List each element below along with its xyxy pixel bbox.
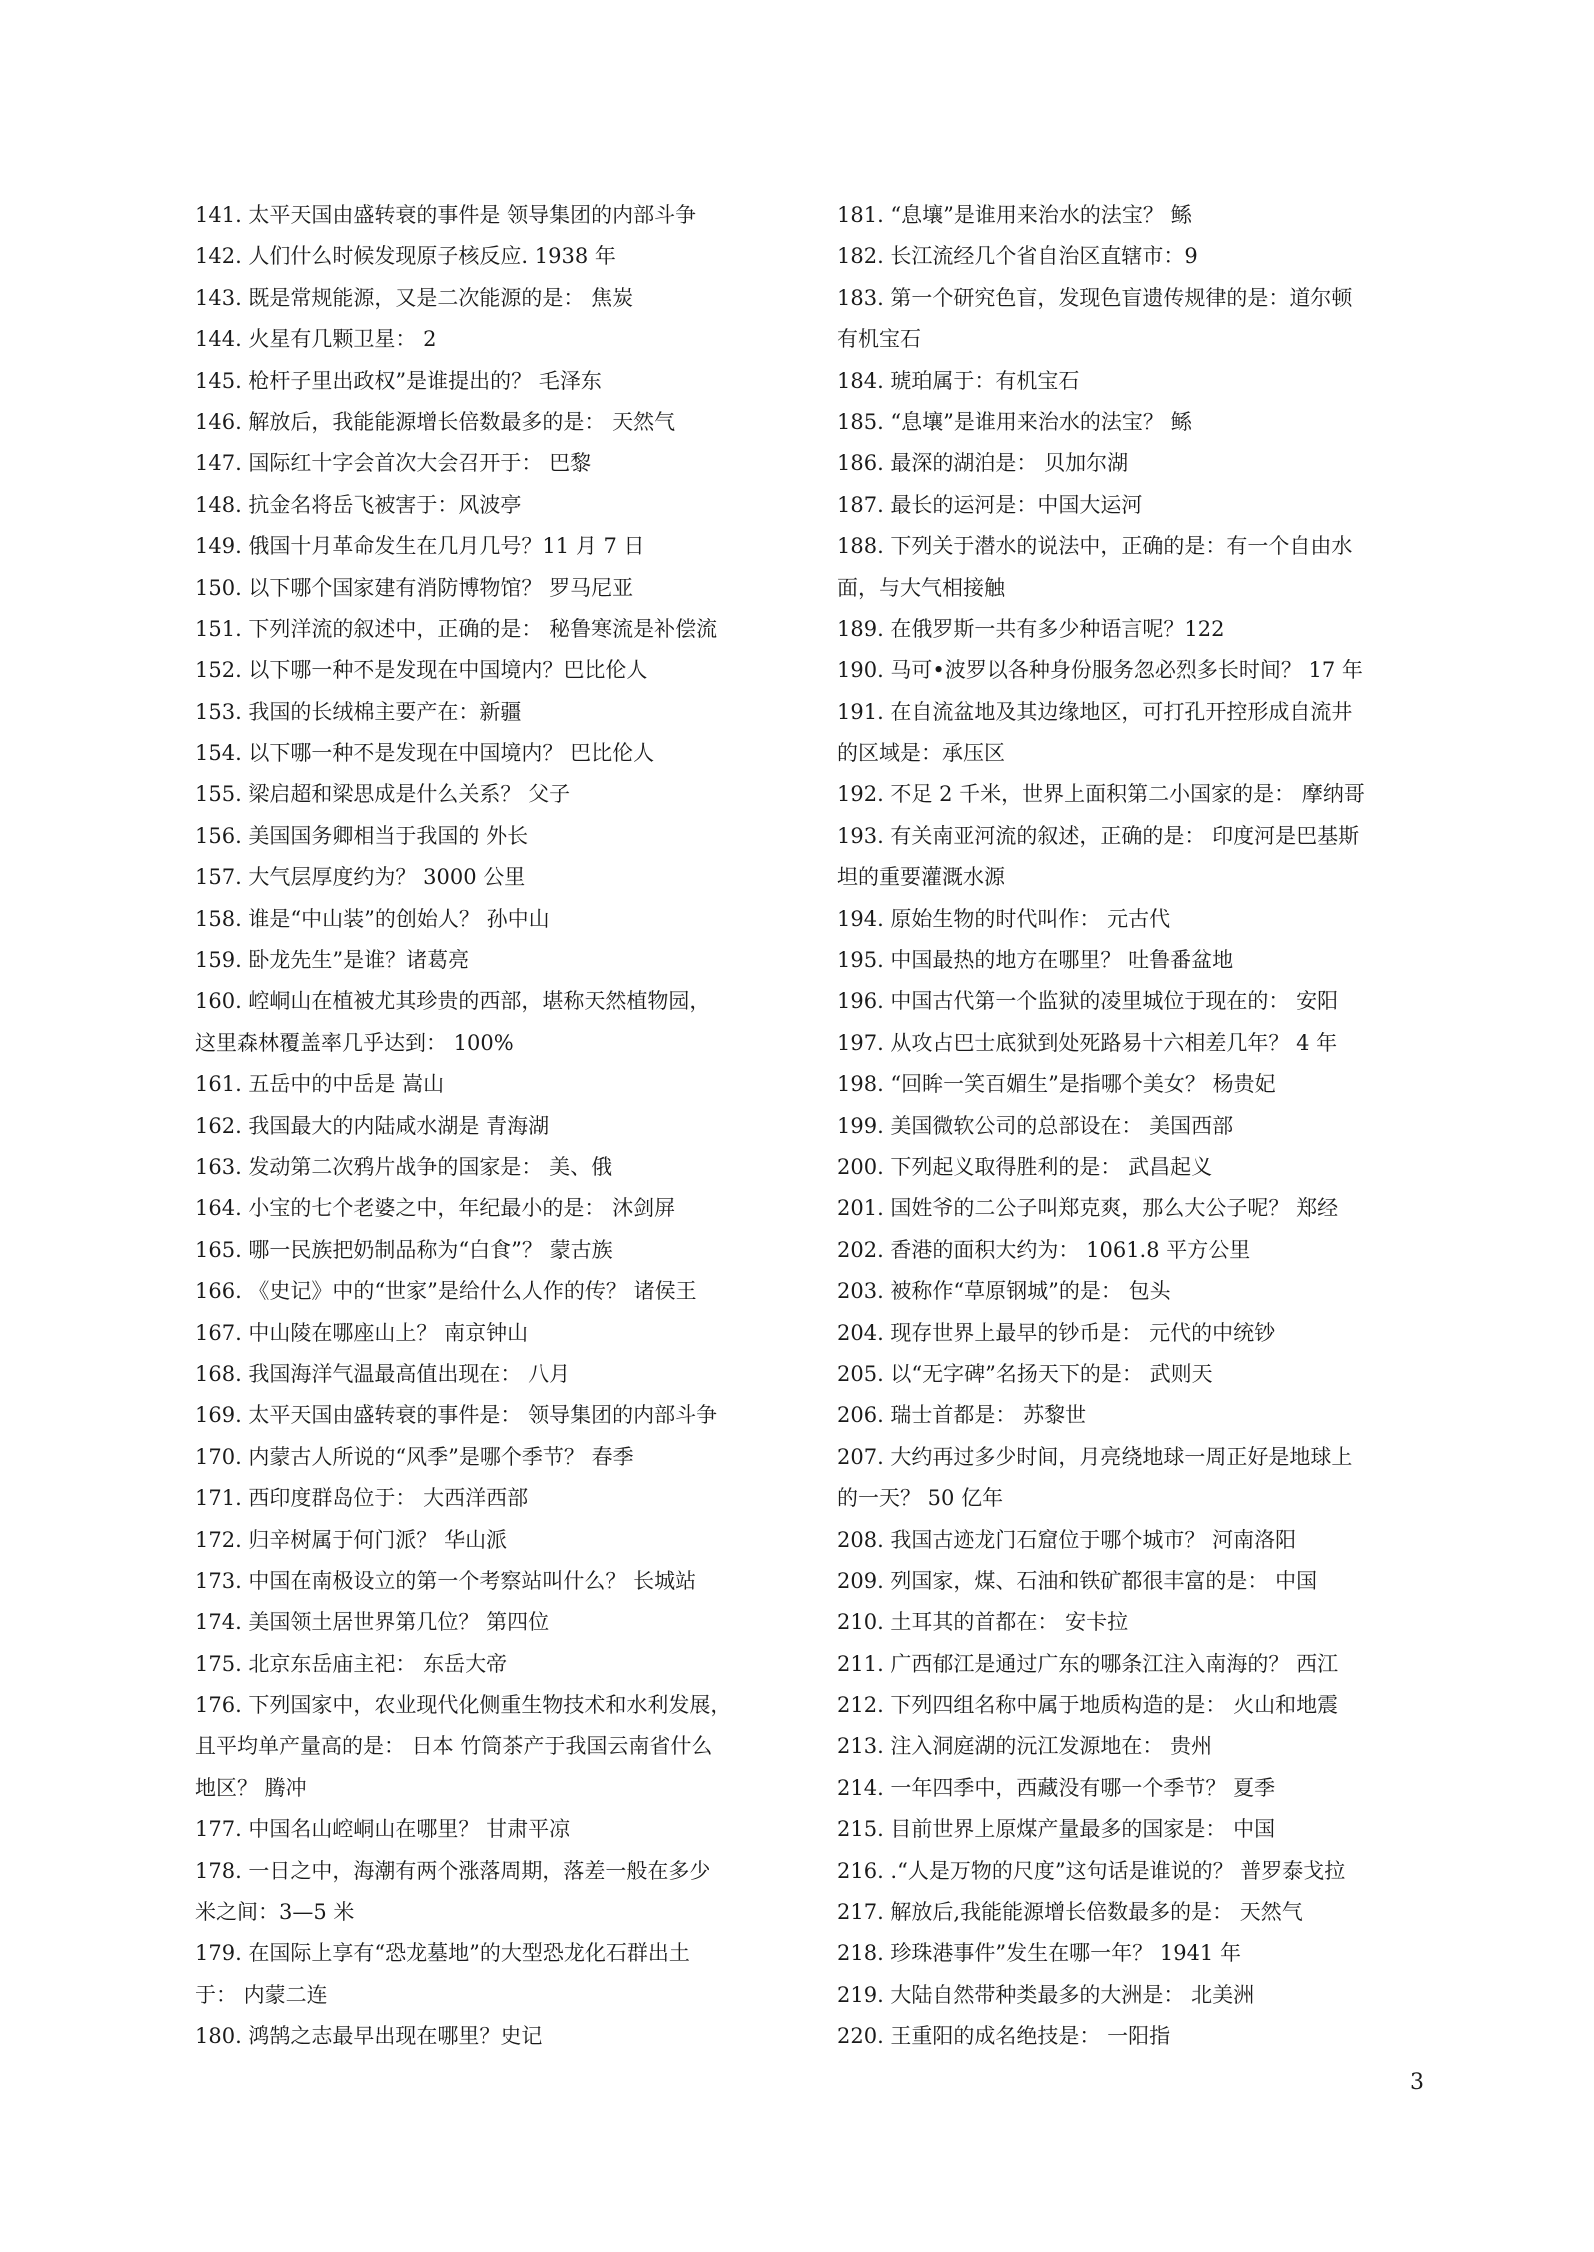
text-line: 196. 中国古代第一个监狱的凌里城位于现在的： 安阳 xyxy=(837,989,1339,1014)
text-line: 171. 西印度群岛位于： 大西洋西部 xyxy=(195,1486,529,1511)
text-line: 199. 美国微软公司的总部设在： 美国西部 xyxy=(837,1113,1234,1138)
text-line: 202. 香港的面积大约为： 1061.8 平方公里 xyxy=(837,1237,1251,1262)
left-column xyxy=(195,195,795,2058)
text-line: 198. “回眸一笑百媚生”是指哪个美女？ 杨贵妃 xyxy=(837,1072,1276,1097)
text-line: 173. 中国在南极设立的第一个考察站叫什么？ 长城站 xyxy=(195,1568,697,1593)
text-line: 210. 土耳其的首都在： 安卡拉 xyxy=(837,1610,1129,1635)
text-line: 172. 归辛树属于何门派？ 华山派 xyxy=(195,1527,508,1552)
text-line: 204. 现存世界上最早的钞币是： 元代的中统钞 xyxy=(837,1320,1276,1345)
text-line: 148. 抗金名将岳飞被害于：风波亭 xyxy=(195,492,522,517)
text-line: 219. 大陆自然带种类最多的大洲是： 北美洲 xyxy=(837,1982,1255,2007)
text-line: 于： 内蒙二连 xyxy=(195,1982,328,2007)
text-line: 208. 我国古迹龙门石窟位于哪个城市？ 河南洛阳 xyxy=(837,1527,1297,1552)
text-line: 149. 俄国十月革命发生在几月几号？11 月 7 日 xyxy=(195,534,645,559)
text-line: 177. 中国名山崆峒山在哪里？ 甘肃平凉 xyxy=(195,1817,571,1842)
text-line: 215. 目前世界上原煤产量最多的国家是： 中国 xyxy=(837,1817,1276,1842)
text-line: 187. 最长的运河是：中国大运河 xyxy=(837,492,1143,517)
text-line: 157. 大气层厚度约为？ 3000 公里 xyxy=(195,865,526,890)
right-column xyxy=(837,195,1437,2058)
text-line: 地区？ 腾冲 xyxy=(195,1775,307,1800)
text-line: 162. 我国最大的内陆咸水湖是 青海湖 xyxy=(195,1113,550,1138)
text-line: 188. 下列关于潜水的说法中，正确的是：有一个自由水 xyxy=(837,534,1353,559)
text-line: 154. 以下哪一种不是发现在中国境内？ 巴比伦人 xyxy=(195,741,655,766)
text-line: 160. 崆峒山在植被尤其珍贵的西部，堪称天然植物园， xyxy=(195,989,711,1014)
text-line: 189. 在俄罗斯一共有多少种语言呢？122 xyxy=(837,616,1225,641)
text-line: 184. 琥珀属于：有机宝石 xyxy=(837,368,1080,393)
text-line: 143. 既是常规能源，又是二次能源的是： 焦炭 xyxy=(195,285,634,310)
text-line: 192. 不足 2 千米，世界上面积第二小国家的是： 摩纳哥 xyxy=(837,782,1365,807)
text-line: 164. 小宝的七个老婆之中，年纪最小的是： 沐剑屏 xyxy=(195,1196,676,1221)
text-line: 且平均单产量高的是： 日本 竹筒茶产于我国云南省什么 xyxy=(195,1734,713,1759)
text-line: 159. 卧龙先生”是谁？诸葛亮 xyxy=(195,948,470,973)
text-line: 220. 王重阳的成名绝技是： 一阳指 xyxy=(837,2024,1171,2049)
text-line: 190. 马可•波罗以各种身份服务忽必烈多长时间？ 17 年 xyxy=(837,658,1363,683)
text-line: 178. 一日之中，海潮有两个涨落周期，落差一般在多少 xyxy=(195,1858,711,1883)
text-line: 158. 谁是“中山装”的创始人？ 孙中山 xyxy=(195,906,550,931)
text-line: 有机宝石 xyxy=(837,327,921,352)
text-line: 150. 以下哪个国家建有消防博物馆？ 罗马尼亚 xyxy=(195,575,634,600)
text-line: 175. 北京东岳庙主祀： 东岳大帝 xyxy=(195,1651,508,1676)
text-line: 174. 美国领土居世界第几位？ 第四位 xyxy=(195,1610,550,1635)
text-line: 212. 下列四组名称中属于地质构造的是： 火山和地震 xyxy=(837,1693,1339,1718)
text-line: 167. 中山陵在哪座山上？ 南京钟山 xyxy=(195,1320,529,1345)
text-line: 面，与大气相接触 xyxy=(837,575,1005,600)
text-line: 152. 以下哪一种不是发现在中国境内？巴比伦人 xyxy=(195,658,648,683)
text-line: 169. 太平天国由盛转衰的事件是： 领导集团的内部斗争 xyxy=(195,1403,718,1428)
text-line: 176. 下列国家中，农业现代化侧重生物技术和水利发展， xyxy=(195,1693,732,1718)
text-line: 168. 我国海洋气温最高值出现在： 八月 xyxy=(195,1361,571,1386)
text-line: 209. 列国家，煤、石油和铁矿都很丰富的是： 中国 xyxy=(837,1568,1318,1593)
text-line: 156. 美国国务卿相当于我国的 外长 xyxy=(195,823,529,848)
text-line: 165. 哪一民族把奶制品称为“白食”？ 蒙古族 xyxy=(195,1237,613,1262)
text-line: 207. 大约再过多少时间，月亮绕地球一周正好是地球上 xyxy=(837,1444,1353,1469)
text-line: 182. 长江流经几个省自治区直辖市：9 xyxy=(837,244,1198,269)
text-line: 200. 下列起义取得胜利的是： 武昌起义 xyxy=(837,1154,1213,1179)
text-line: 坦的重要灌溉水源 xyxy=(837,865,1005,890)
text-line: 151. 下列洋流的叙述中，正确的是： 秘鲁寒流是补偿流 xyxy=(195,616,718,641)
text-line: 205. 以“无字碑”名扬天下的是： 武则天 xyxy=(837,1361,1213,1386)
text-line: 218. 珍珠港事件”发生在哪一年？ 1941 年 xyxy=(837,1941,1241,1966)
text-line: 206. 瑞士首都是： 苏黎世 xyxy=(837,1403,1087,1428)
page-number: 3 xyxy=(1410,2070,1424,2095)
text-line: 141. 太平天国由盛转衰的事件是 领导集团的内部斗争 xyxy=(195,203,697,227)
text-line: 183. 第一个研究色盲，发现色盲遗传规律的是：道尔顿 xyxy=(837,285,1353,310)
text-line: 213. 注入洞庭湖的沅江发源地在： 贵州 xyxy=(837,1734,1213,1759)
text-line: 195. 中国最热的地方在哪里？ 吐鲁番盆地 xyxy=(837,948,1234,973)
text-line: 201. 国姓爷的二公子叫郑克爽，那么大公子呢？ 郑经 xyxy=(837,1196,1339,1221)
text-line: 155. 梁启超和梁思成是什么关系？ 父子 xyxy=(195,782,571,807)
text-line: 214. 一年四季中，西藏没有哪一个季节？ 夏季 xyxy=(837,1775,1276,1800)
text-line: 米之间：3—5 米 xyxy=(195,1900,355,1925)
text-line: 142. 人们什么时候发现原子核反应. 1938 年 xyxy=(195,244,616,269)
text-line: 166. 《史记》中的“世家”是给什么人作的传？ 诸侯王 xyxy=(195,1279,697,1304)
text-line: 194. 原始生物的时代叫作： 元古代 xyxy=(837,906,1171,931)
text-line: 144. 火星有几颗卫星： 2 xyxy=(195,327,437,352)
text-line: 211. 广西郁江是通过广东的哪条江注入南海的？ 西江 xyxy=(837,1651,1339,1676)
text-line: 的区域是：承压区 xyxy=(837,741,1005,766)
text-line: 181. “息壤”是谁用来治水的法宝？ 鲧 xyxy=(837,203,1192,227)
text-line: 146. 解放后，我能能源增长倍数最多的是： 天然气 xyxy=(195,409,676,434)
text-line: 153. 我国的长绒棉主要产在：新疆 xyxy=(195,699,522,724)
text-line: 的一天？ 50 亿年 xyxy=(837,1486,1004,1511)
text-line: 191. 在自流盆地及其边缘地区，可打孔开控形成自流井 xyxy=(837,699,1353,724)
text-line: 180. 鸿鹄之志最早出现在哪里？史记 xyxy=(195,2024,543,2049)
text-line: 179. 在国际上享有“恐龙墓地”的大型恐龙化石群出土 xyxy=(195,1941,690,1966)
text-line: 193. 有关南亚河流的叙述，正确的是： 印度河是巴基斯 xyxy=(837,823,1360,848)
text-line: 这里森林覆盖率几乎达到： 100% xyxy=(195,1030,514,1055)
text-line: 186. 最深的湖泊是： 贝加尔湖 xyxy=(837,451,1129,476)
text-line: 147. 国际红十字会首次大会召开于： 巴黎 xyxy=(195,451,592,476)
text-line: 216. .“人是万物的尺度”这句话是谁说的？ 普罗泰戈拉 xyxy=(837,1858,1346,1883)
text-line: 163. 发动第二次鸦片战争的国家是： 美、俄 xyxy=(195,1154,613,1179)
text-line: 145. 枪杆子里出政权”是谁提出的？ 毛泽东 xyxy=(195,368,602,393)
text-line: 217. 解放后,我能能源增长倍数最多的是： 天然气 xyxy=(837,1900,1303,1925)
text-line: 185. “息壤”是谁用来治水的法宝？ 鲧 xyxy=(837,409,1192,434)
text-line: 203. 被称作“草原钢城”的是： 包头 xyxy=(837,1279,1171,1304)
text-line: 170. 内蒙古人所说的“风季”是哪个季节？ 春季 xyxy=(195,1444,634,1469)
text-line: 197. 从攻占巴士底狱到处死路易十六相差几年？ 4 年 xyxy=(837,1030,1338,1055)
text-line: 161. 五岳中的中岳是 嵩山 xyxy=(195,1072,445,1097)
